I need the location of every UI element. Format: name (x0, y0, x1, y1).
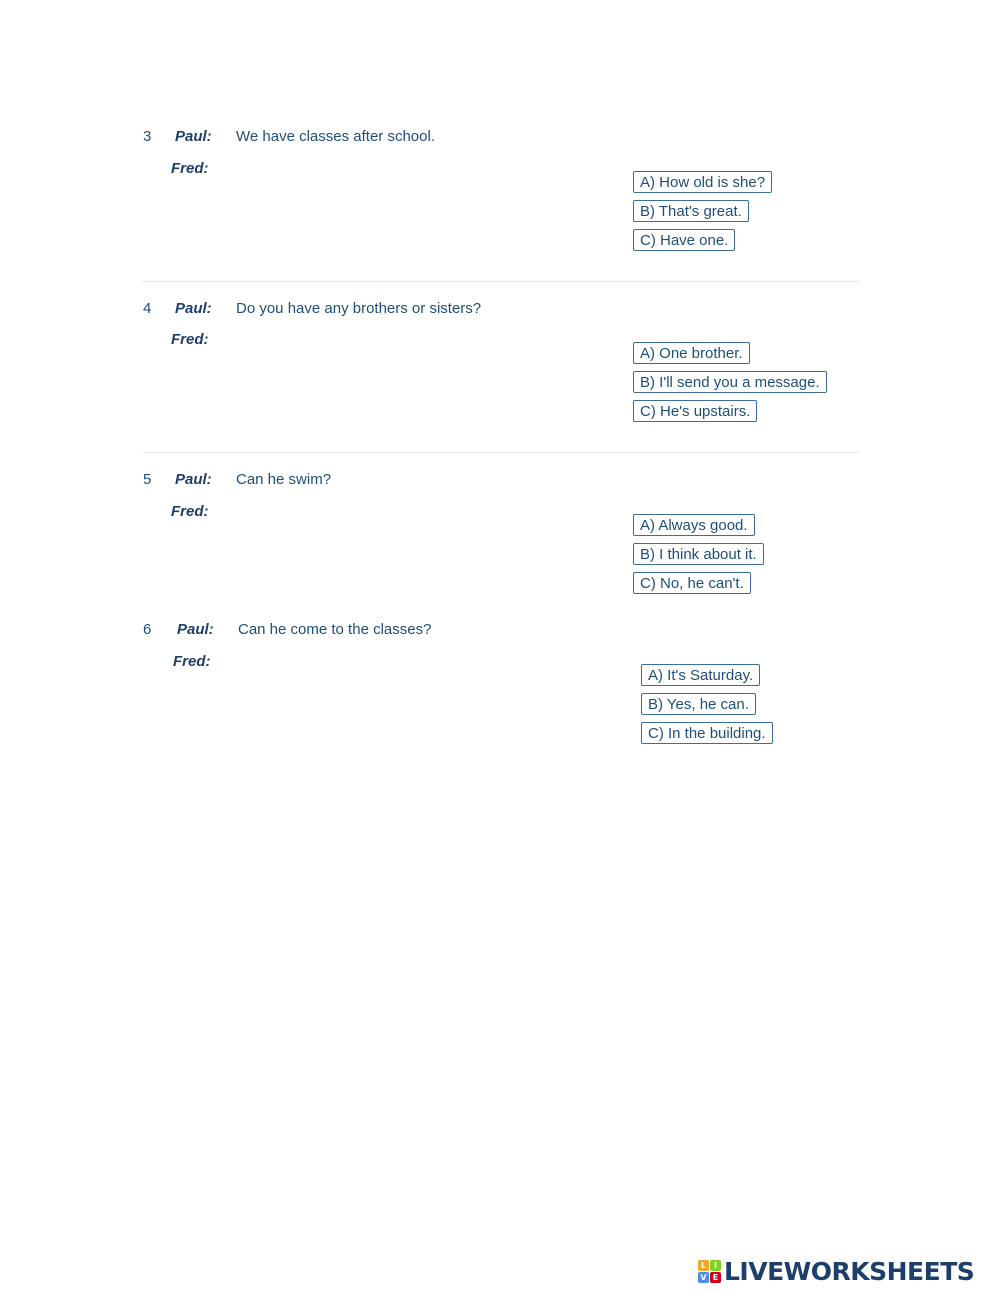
logo-tile: E (710, 1272, 721, 1283)
answer-option-a[interactable]: A) It's Saturday. (641, 664, 760, 686)
speaker-fred-label: Fred: (171, 160, 209, 177)
answer-option-b[interactable]: B) I think about it. (633, 543, 764, 565)
question-divider (142, 281, 860, 282)
answer-option-b[interactable]: B) Yes, he can. (641, 693, 756, 715)
answer-option-c[interactable]: C) No, he can't. (633, 572, 751, 594)
paul-line: We have classes after school. (236, 128, 435, 145)
answer-option-a[interactable]: A) One brother. (633, 342, 750, 364)
speaker-paul-label: Paul: (175, 471, 212, 488)
liveworksheets-logo (698, 1258, 974, 1284)
speaker-fred-label: Fred: (171, 331, 209, 348)
logo-tile: V (698, 1272, 709, 1283)
answer-option-b[interactable]: B) That's great. (633, 200, 749, 222)
answer-option-c[interactable]: C) He's upstairs. (633, 400, 757, 422)
speaker-paul-label: Paul: (175, 128, 212, 145)
speaker-paul-label: Paul: (177, 621, 214, 638)
logo-tile: L (698, 1260, 709, 1271)
paul-line: Can he come to the classes? (238, 621, 432, 638)
answer-option-a[interactable]: A) How old is she? (633, 171, 772, 193)
question-number: 5 (143, 471, 152, 488)
paul-line: Can he swim? (236, 471, 332, 488)
logo-tile: I (710, 1260, 721, 1271)
paul-line: Do you have any brothers or sisters? (236, 300, 482, 317)
speaker-fred-label: Fred: (173, 653, 211, 670)
question-divider (142, 452, 860, 453)
answer-option-c[interactable]: C) In the building. (641, 722, 773, 744)
question-number: 6 (143, 621, 152, 638)
answer-option-a[interactable]: A) Always good. (633, 514, 755, 536)
logo-tiles-icon (698, 1260, 721, 1283)
answer-option-c[interactable]: C) Have one. (633, 229, 735, 251)
question-number: 3 (143, 128, 152, 145)
answer-option-b[interactable]: B) I'll send you a message. (633, 371, 827, 393)
logo-text: LIVEWORKSHEETS (724, 1256, 975, 1286)
speaker-paul-label: Paul: (175, 300, 212, 317)
speaker-fred-label: Fred: (171, 503, 209, 520)
question-number: 4 (143, 300, 152, 317)
